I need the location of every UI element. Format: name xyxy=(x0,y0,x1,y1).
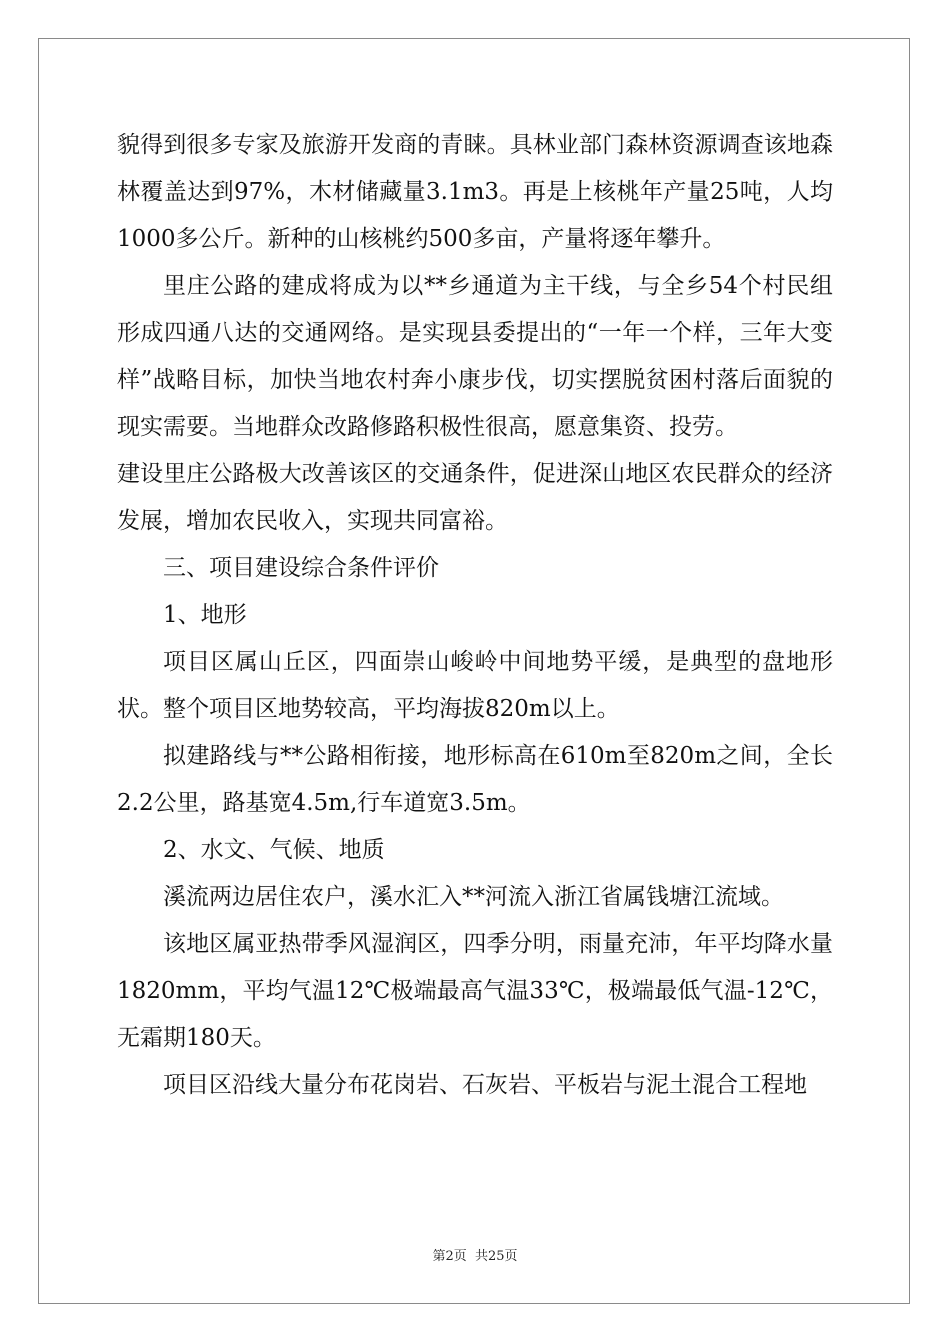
page-number: 第2页 xyxy=(432,1249,467,1264)
page-total: 共25页 xyxy=(474,1249,518,1264)
paragraph-terrain: 项目区属山丘区，四面崇山峻岭中间地势平缓，是典型的盘地形状。整个项目区地势较高，平均海拔820m以上。 xyxy=(117,649,833,722)
page-footer xyxy=(0,1245,950,1264)
section-heading-3: 三、项目建设综合条件评价 xyxy=(163,555,439,581)
paragraph-3: 建设里庄公路极大改善该区的交通条件，促进深山地区农民群众的经济发展，增加农民收入，实现共同富裕。 xyxy=(117,461,833,534)
paragraph-route: 拟建路线与**公路相衔接，地形标高在610m至820m之间，全长2.2公里，路基宽4.5m,行车道宽3.5m。 xyxy=(117,743,833,816)
paragraph-geology: 项目区沿线大量分布花岗岩、石灰岩、平板岩与泥土混合工程地 xyxy=(163,1072,807,1098)
subheading-hydrology: 2、水文、气候、地质 xyxy=(163,837,385,863)
paragraph-climate: 该地区属亚热带季风湿润区，四季分明，雨量充沛，年平均降水量1820mm，平均气温12℃极端最高气温33℃，极端最低气温-12℃，无霜期180天。 xyxy=(117,931,833,1051)
document-body xyxy=(117,122,833,1109)
paragraph-2: 里庄公路的建成将成为以**乡通道为主干线，与全乡54个村民组形成四通八达的交通网络。是实现县委提出的“一年一个样，三年大变样”战略目标，加快当地农村奔小康步伐，切实摆脱贫困村落后面貌的现实需要。当地群众改路修路积极性很高，愿意集资、投劳。 xyxy=(117,273,833,440)
paragraph-1: 貌得到很多专家及旅游开发商的青睐。具林业部门森林资源调查该地森林覆盖达到97%，木材储藏量3.1m3。再是上核桃年产量25吨，人均1000多公斤。新种的山核桃约500多亩，产量将逐年攀升。 xyxy=(117,132,833,252)
subheading-terrain: 1、地形 xyxy=(163,602,247,628)
paragraph-stream: 溪流两边居住农户，溪水汇入**河流入浙江省属钱塘江流域。 xyxy=(163,884,784,910)
